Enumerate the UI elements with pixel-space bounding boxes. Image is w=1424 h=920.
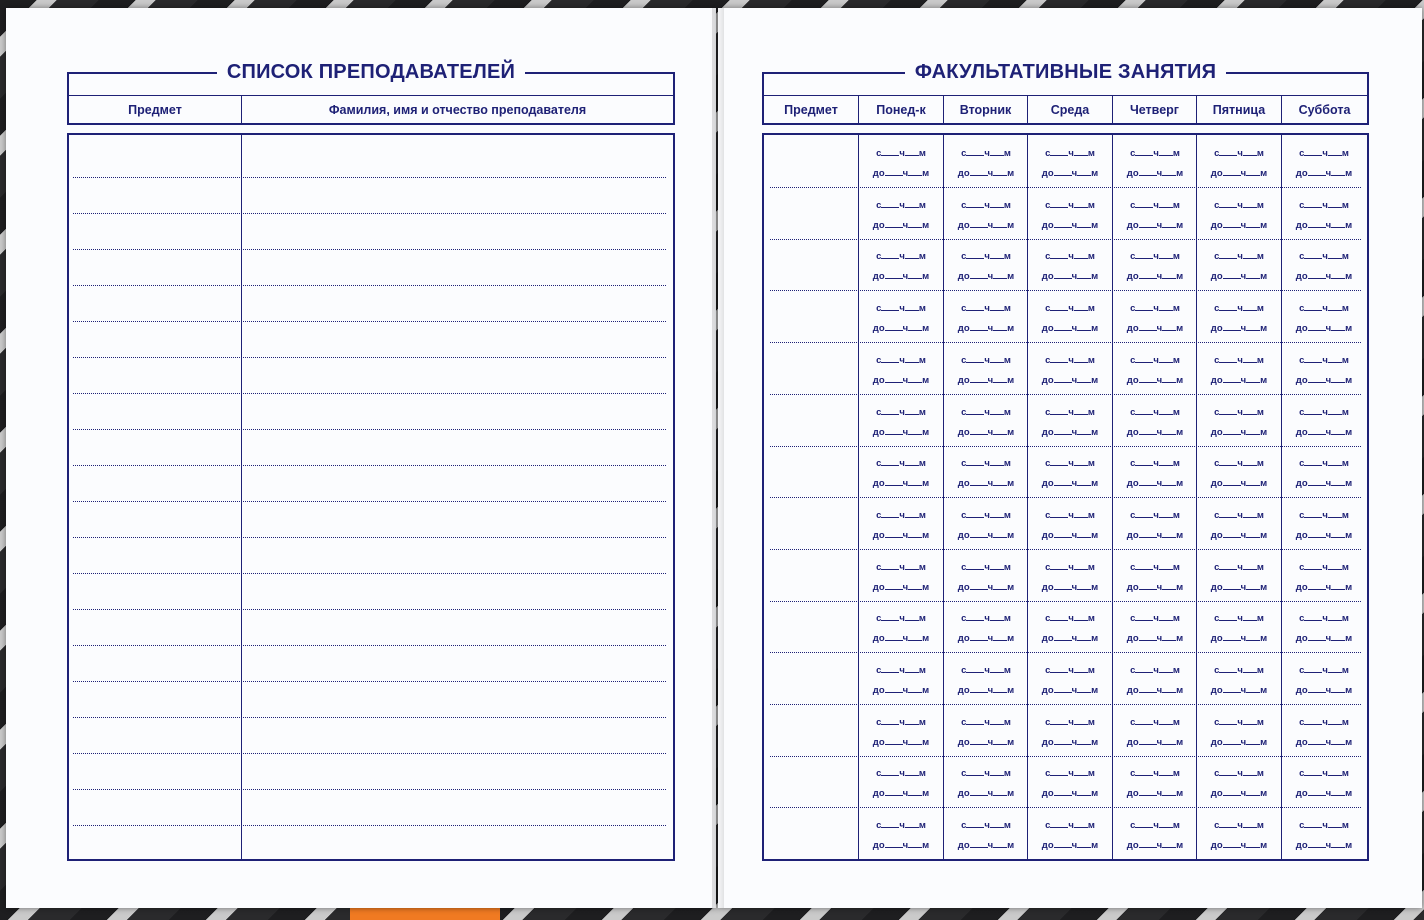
- time-slot: с ч м до ч м: [1041, 199, 1099, 231]
- column-header-day: Среда: [1027, 96, 1112, 123]
- time-slot: с ч м до ч м: [1126, 303, 1184, 335]
- time-slot: с ч м до ч м: [1295, 199, 1353, 231]
- book-spine: [712, 8, 724, 908]
- teacher-row-line: [73, 249, 666, 250]
- time-slot: с ч м до ч м: [1126, 613, 1184, 645]
- column-header-day: Пятница: [1196, 96, 1281, 123]
- time-slot: с ч м до ч м: [872, 768, 930, 800]
- elective-row-line: [770, 394, 1361, 395]
- time-slot: с ч м до ч м: [1210, 458, 1268, 490]
- elective-row-line: [770, 497, 1361, 498]
- time-slot: с ч м до ч м: [1210, 716, 1268, 748]
- time-slot: с ч м до ч м: [1126, 820, 1184, 852]
- teacher-row-line: [73, 393, 666, 394]
- time-slot: с ч м до ч м: [1295, 354, 1353, 386]
- electives-header-row: [764, 95, 1367, 123]
- time-slot: с ч м до ч м: [1126, 509, 1184, 541]
- teacher-row-line: [73, 681, 666, 682]
- time-slot: с ч м до ч м: [1295, 665, 1353, 696]
- time-slot: с ч м до ч м: [1126, 458, 1184, 490]
- time-slot: с ч м до ч м: [1295, 768, 1353, 800]
- time-slot: с ч м до ч м: [1210, 768, 1268, 800]
- elective-row-line: [770, 601, 1361, 602]
- time-slot: с ч м до ч м: [1126, 665, 1184, 696]
- time-slot: с ч м до ч м: [1295, 251, 1353, 283]
- teachers-column-divider: [241, 135, 242, 859]
- teacher-row-line: [73, 429, 666, 430]
- time-slot: с ч м до ч м: [1210, 148, 1268, 179]
- teacher-row-line: [73, 609, 666, 610]
- teacher-row-line: [73, 321, 666, 322]
- time-slot: с ч м до ч м: [1041, 665, 1099, 696]
- time-slot: с ч м до ч м: [1295, 613, 1353, 645]
- time-slot: с ч м до ч м: [1041, 406, 1099, 438]
- time-slot: с ч м до ч м: [1041, 561, 1099, 593]
- teacher-row-line: [73, 357, 666, 358]
- electives-title: ФАКУЛЬТАТИВНЫЕ ЗАНЯТИЯ: [905, 61, 1226, 83]
- time-slot: с ч м до ч м: [957, 406, 1015, 438]
- time-slot: с ч м до ч м: [957, 458, 1015, 490]
- time-slot: с ч м до ч м: [1210, 561, 1268, 593]
- column-header-subject: Предмет: [784, 102, 838, 117]
- time-slot: с ч м до ч м: [1210, 303, 1268, 335]
- teacher-row-line: [73, 285, 666, 286]
- time-slot: с ч м до ч м: [957, 820, 1015, 852]
- elective-row-line: [770, 187, 1361, 188]
- time-slot: с ч м до ч м: [1041, 354, 1099, 386]
- time-slot: с ч м до ч м: [872, 458, 930, 490]
- teachers-header-row: [69, 95, 673, 123]
- time-slot: с ч м до ч м: [1126, 251, 1184, 283]
- time-slot: с ч м до ч м: [872, 251, 930, 283]
- time-slot: с ч м до ч м: [1126, 768, 1184, 800]
- time-slot: с ч м до ч м: [957, 303, 1015, 335]
- time-slot: с ч м до ч м: [1126, 561, 1184, 593]
- teacher-row-line: [73, 537, 666, 538]
- teacher-row-line: [73, 573, 666, 574]
- teachers-header-frame: [67, 61, 675, 125]
- time-slot: с ч м до ч м: [1210, 406, 1268, 438]
- time-slot: с ч м до ч м: [1041, 303, 1099, 335]
- time-slot: с ч м до ч м: [957, 768, 1015, 800]
- elective-row-line: [770, 704, 1361, 705]
- time-slot: с ч м до ч м: [1210, 613, 1268, 645]
- time-slot: с ч м до ч м: [872, 561, 930, 593]
- time-slot: с ч м до ч м: [872, 406, 930, 438]
- time-slot: с ч м до ч м: [872, 820, 930, 852]
- time-slot: с ч м до ч м: [957, 354, 1015, 386]
- elective-row-line: [770, 756, 1361, 757]
- time-slot: с ч м до ч м: [1210, 354, 1268, 386]
- elective-row-line: [770, 807, 1361, 808]
- time-slot: с ч м до ч м: [872, 354, 930, 386]
- column-header-day: Вторник: [943, 96, 1027, 123]
- time-slot: с ч м до ч м: [1041, 458, 1099, 490]
- time-slot: с ч м до ч м: [957, 561, 1015, 593]
- time-slot: с ч м до ч м: [872, 509, 930, 541]
- time-slot: с ч м до ч м: [1126, 148, 1184, 179]
- teacher-row-line: [73, 465, 666, 466]
- time-slot: с ч м до ч м: [872, 303, 930, 335]
- time-slot: с ч м до ч м: [1210, 509, 1268, 541]
- elective-row-line: [770, 239, 1361, 240]
- column-header-day: Суббота: [1281, 96, 1367, 123]
- elective-row-line: [770, 290, 1361, 291]
- electives-header-frame: [762, 61, 1369, 125]
- time-slot: с ч м до ч м: [1210, 820, 1268, 852]
- teachers-title: СПИСОК ПРЕПОДАВАТЕЛЕЙ: [217, 61, 525, 83]
- teachers-title-wrap: [69, 60, 673, 86]
- elective-row-line: [770, 446, 1361, 447]
- time-slot: с ч м до ч м: [1295, 303, 1353, 335]
- teacher-row-line: [73, 177, 666, 178]
- teacher-row-line: [73, 501, 666, 502]
- column-header-teacher-name: Фамилия, имя и отчество преподавателя: [241, 96, 673, 123]
- teacher-row-line: [73, 213, 666, 214]
- time-slot: с ч м до ч м: [1041, 768, 1099, 800]
- time-slot: с ч м до ч м: [1295, 716, 1353, 748]
- elective-row-line: [770, 549, 1361, 550]
- time-slot: с ч м до ч м: [1210, 665, 1268, 696]
- time-slot: с ч м до ч м: [1041, 509, 1099, 541]
- electives-title-wrap: [764, 60, 1367, 86]
- column-header-day: Четверг: [1112, 96, 1196, 123]
- time-slot: с ч м до ч м: [1126, 406, 1184, 438]
- time-slot: с ч м до ч м: [872, 665, 930, 696]
- teachers-table: [67, 133, 675, 861]
- time-slot: с ч м до ч м: [1041, 251, 1099, 283]
- time-slot: с ч м до ч м: [957, 509, 1015, 541]
- time-slot: с ч м до ч м: [1126, 199, 1184, 231]
- time-slot: с ч м до ч м: [957, 716, 1015, 748]
- time-slot: с ч м до ч м: [872, 716, 930, 748]
- elective-row-line: [770, 342, 1361, 343]
- time-slot: с ч м до ч м: [1126, 354, 1184, 386]
- teacher-row-line: [73, 789, 666, 790]
- time-slot: с ч м до ч м: [957, 148, 1015, 179]
- time-slot: с ч м до ч м: [1041, 716, 1099, 748]
- time-slot: с ч м до ч м: [1041, 613, 1099, 645]
- time-slot: с ч м до ч м: [872, 148, 930, 179]
- column-header-day: Понед-к: [858, 96, 943, 123]
- time-slot: с ч м до ч м: [1041, 820, 1099, 852]
- time-slot: с ч м до ч м: [1210, 199, 1268, 231]
- time-slot: с ч м до ч м: [1295, 458, 1353, 490]
- time-slot: с ч м до ч м: [1295, 148, 1353, 179]
- teacher-row-line: [73, 645, 666, 646]
- time-slot: с ч м до ч м: [957, 251, 1015, 283]
- time-slot: с ч м до ч м: [957, 613, 1015, 645]
- time-slot: с ч м до ч м: [1295, 561, 1353, 593]
- time-slot: с ч м до ч м: [1210, 251, 1268, 283]
- column-header-subject: Предмет: [128, 102, 182, 117]
- time-slot: с ч м до ч м: [1295, 406, 1353, 438]
- time-slot: с ч м до ч м: [872, 199, 930, 231]
- time-slot: с ч м до ч м: [957, 665, 1015, 696]
- time-slot: с ч м до ч м: [1295, 820, 1353, 852]
- teacher-row-line: [73, 753, 666, 754]
- time-slot: с ч м до ч м: [957, 199, 1015, 231]
- teacher-row-line: [73, 717, 666, 718]
- time-slot: с ч м до ч м: [872, 613, 930, 645]
- teacher-row-line: [73, 825, 666, 826]
- time-slot: с ч м до ч м: [1041, 148, 1099, 179]
- elective-row-line: [770, 652, 1361, 653]
- time-slot: с ч м до ч м: [1295, 509, 1353, 541]
- time-slot: с ч м до ч м: [1126, 716, 1184, 748]
- electives-table: [762, 133, 1369, 861]
